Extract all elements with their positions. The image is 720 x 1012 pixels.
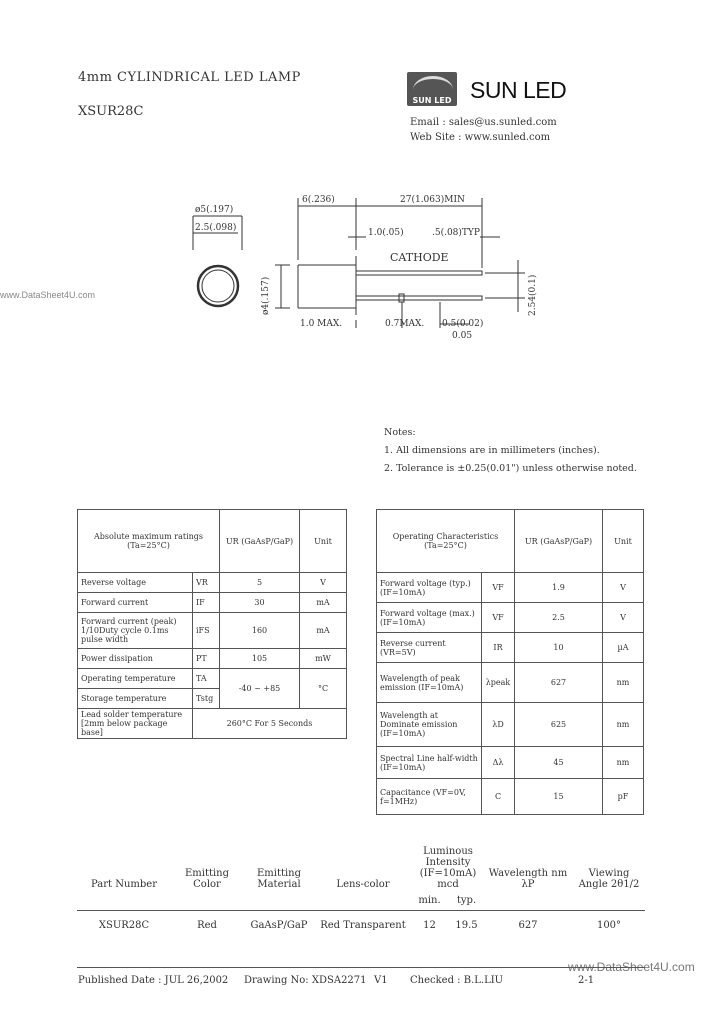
- page-number: 2-1: [578, 975, 595, 986]
- website-text: Web Site : www.sunled.com: [410, 132, 551, 143]
- dim-lead-len: 27(1.063)MIN: [400, 195, 465, 205]
- table-header-row: [78, 510, 347, 573]
- val-cell: 10: [515, 633, 603, 663]
- param-cell: Wavelength at Dominate emission (IF=10mA): [377, 703, 482, 747]
- color-cell: Red: [197, 919, 217, 931]
- email-text: Email : sales@us.sunled.com: [410, 117, 557, 128]
- h-typ: typ.: [456, 895, 477, 906]
- h-min: min.: [418, 895, 441, 906]
- dim-spacing: 2.54(0.1): [528, 274, 538, 316]
- selection-table: [77, 840, 647, 944]
- unit-cell: mA: [300, 613, 347, 649]
- cathode-label: CATHODE: [390, 251, 449, 264]
- note-item: 2. Tolerance is ±0.25(0.01") unless otherwise noted.: [384, 463, 637, 474]
- table-row: [78, 613, 347, 649]
- unit-cell: °C: [300, 669, 347, 709]
- angle-cell: 100°: [596, 919, 622, 931]
- abs-max-table: [77, 509, 347, 739]
- param-cell: Power dissipation: [78, 649, 193, 669]
- unit-cell: nm: [603, 663, 644, 703]
- val-cell: 45: [515, 747, 603, 779]
- selection-subheader-row: [77, 890, 647, 906]
- param-cell: Reverse voltage: [78, 573, 193, 593]
- divider: [77, 910, 645, 911]
- table-row: [78, 593, 347, 613]
- version: V1: [374, 975, 388, 986]
- param-cell: Forward current: [78, 593, 193, 613]
- logo-badge-text: SUN LED: [412, 96, 452, 105]
- table-row: [377, 703, 644, 747]
- dim-height: ø4(.157): [261, 276, 271, 315]
- val-cell: 627: [515, 663, 603, 703]
- dim-dia-outer: ø5(.197): [195, 205, 234, 215]
- param-cell: Lead solder temperature [2mm below package base]: [78, 709, 193, 739]
- unit-cell: nm: [603, 703, 644, 747]
- val-cell: 260°C For 5 Seconds: [193, 709, 347, 739]
- val-cell: 160: [220, 613, 300, 649]
- h-material: Emitting Material: [256, 868, 302, 890]
- dim-flange-max: 1.0 MAX.: [300, 319, 343, 329]
- param-cell: Storage temperature: [78, 689, 193, 709]
- val-cell: 1.9: [515, 573, 603, 603]
- part-cell: XSUR28C: [98, 919, 150, 931]
- sym-cell: VF: [482, 603, 515, 633]
- val-cell: 30: [220, 593, 300, 613]
- param-cell: Forward voltage (max.) (IF=10mA): [377, 603, 482, 633]
- notes-heading: Notes:: [384, 427, 416, 438]
- checked-by: Checked : B.L.LIU: [410, 975, 504, 986]
- watermark-left[interactable]: www.DataSheet4U.com: [0, 290, 96, 300]
- sym-cell: VR: [193, 573, 220, 593]
- unit-cell: mA: [300, 593, 347, 613]
- header-unit: Unit: [603, 510, 644, 573]
- note-item: 1. All dimensions are in millimeters (inches).: [384, 445, 600, 456]
- drawing-number: Drawing No: XDSA2271: [244, 975, 367, 986]
- typ-cell: 19.5: [455, 919, 478, 931]
- val-cell: 2.5: [515, 603, 603, 633]
- unit-cell: V: [603, 573, 644, 603]
- op-char-table: [376, 509, 644, 815]
- min-cell: 12: [423, 919, 436, 931]
- sym-cell: IF: [193, 593, 220, 613]
- sym-cell: λpeak: [482, 663, 515, 703]
- val-cell: 105: [220, 649, 300, 669]
- param-cell: Wavelength of peak emission (IF=10mA): [377, 663, 482, 703]
- dim-lead-sq2: 0.05: [452, 331, 473, 340]
- sym-cell: VF: [482, 573, 515, 603]
- h-part: Part Number: [91, 879, 157, 890]
- table-row: [377, 663, 644, 703]
- dim-lead-sq: 0.5(0.02): [442, 319, 484, 329]
- unit-cell: mW: [300, 649, 347, 669]
- sym-cell: IR: [482, 633, 515, 663]
- h-lens: Lens-color: [336, 879, 390, 890]
- unit-cell: pF: [603, 779, 644, 815]
- sym-cell: C: [482, 779, 515, 815]
- param-cell: Reverse current (VR=5V): [377, 633, 482, 663]
- table-header-row: [377, 510, 644, 573]
- unit-cell: V: [300, 573, 347, 593]
- val-cell: 5: [220, 573, 300, 593]
- table-row: [78, 573, 347, 593]
- dimension-drawing: [180, 190, 540, 340]
- notes: [384, 424, 637, 478]
- wave-cell: 627: [518, 919, 538, 931]
- selection-header-row: [77, 840, 647, 890]
- param-cell: Capacitance (VF=0V, f=1MHz): [377, 779, 482, 815]
- material-cell: GaAsP/GaP: [250, 919, 308, 931]
- table-row: [78, 669, 347, 689]
- sym-cell: TA: [193, 669, 220, 689]
- dim-flange: 1.0(.05): [368, 228, 404, 238]
- h-angle: Viewing Angle 2θ1/2: [578, 868, 640, 890]
- header-param: Absolute maximum ratings (Ta=25°C): [78, 510, 220, 573]
- header-param: Operating Characteristics (Ta=25°C): [377, 510, 515, 573]
- sym-cell: Δλ: [482, 747, 515, 779]
- watermark-right[interactable]: www.DataSheet4U.com: [568, 960, 695, 974]
- part-number: XSUR28C: [78, 104, 144, 119]
- param-cell: Forward voltage (typ.) (IF=10mA): [377, 573, 482, 603]
- param-cell: Forward current (peak) 1/10Duty cycle 0.1ms pulse width: [78, 613, 193, 649]
- unit-cell: nm: [603, 747, 644, 779]
- param-cell: Operating temperature: [78, 669, 193, 689]
- header-val: UR (GaAsP/GaP): [220, 510, 300, 573]
- param-cell: Spectral Line half-width (IF=10mA): [377, 747, 482, 779]
- h-lum: Luminous Intensity (IF=10mA) mcd: [419, 846, 477, 890]
- dim-body-len: 6(.236): [302, 195, 335, 205]
- table-row: [377, 779, 644, 815]
- contact-info: [410, 115, 557, 145]
- table-row: [377, 603, 644, 633]
- val-cell: 625: [515, 703, 603, 747]
- document-title: 4mm CYLINDRICAL LED LAMP: [78, 70, 301, 85]
- sym-cell: PT: [193, 649, 220, 669]
- table-row: [377, 633, 644, 663]
- table-row: [377, 747, 644, 779]
- table-row: [78, 649, 347, 669]
- h-color: Emitting Color: [184, 868, 230, 890]
- table-row: [77, 906, 647, 944]
- brand-name: SUN LED: [470, 77, 567, 103]
- table-row: [78, 709, 347, 739]
- val-cell: 15: [515, 779, 603, 815]
- lens-cell: Red Transparent: [320, 919, 406, 931]
- unit-cell: µA: [603, 633, 644, 663]
- h-wave: Wavelength nm λP: [488, 868, 568, 890]
- sym-cell: iFS: [193, 613, 220, 649]
- published-date: Published Date : JUL 26,2002: [78, 975, 229, 986]
- dim-lead-w: .5(.08)TYP: [432, 228, 480, 238]
- header-val: UR (GaAsP/GaP): [515, 510, 603, 573]
- logo: [407, 72, 457, 106]
- dim-bend: 0.7MAX.: [385, 319, 425, 329]
- table-row: [377, 573, 644, 603]
- header-unit: Unit: [300, 510, 347, 573]
- sym-cell: λD: [482, 703, 515, 747]
- sym-cell: Tstg: [193, 689, 220, 709]
- dim-dia-inner: 2.5(.098): [195, 223, 237, 233]
- val-cell: -40 ~ +85: [220, 669, 300, 709]
- unit-cell: V: [603, 603, 644, 633]
- footer-divider: [77, 967, 645, 968]
